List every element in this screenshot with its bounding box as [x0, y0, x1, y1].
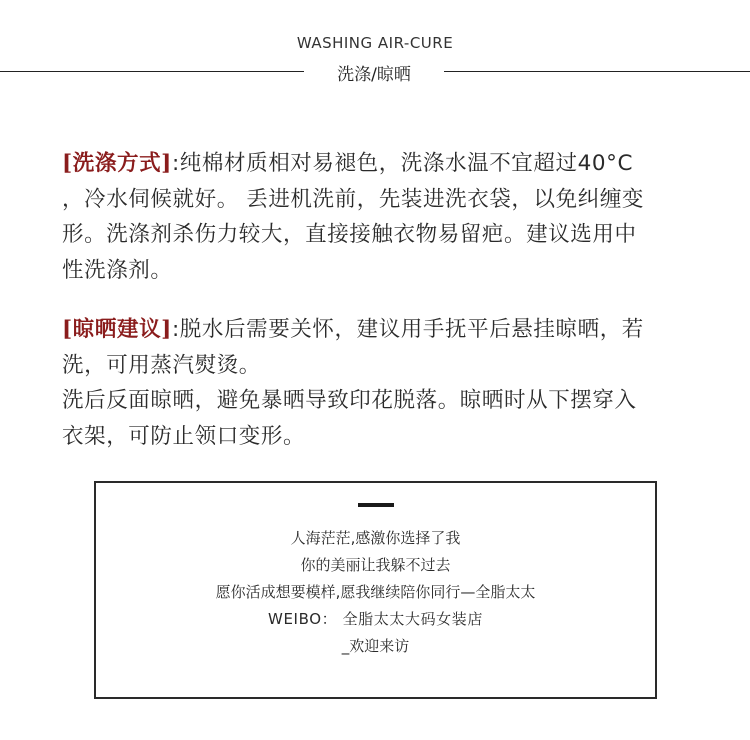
card-line-weibo: WEIBO： 全脂太太大码女装店: [268, 610, 483, 628]
card-line-5: _欢迎来访: [341, 637, 410, 655]
header-title-en: WASHING AIR-CURE: [296, 34, 454, 52]
header-title-cn: 洗涤/晾晒: [337, 65, 411, 85]
drying-label: [晾晒建议]: [62, 317, 172, 342]
card-lines: [96, 525, 655, 660]
drying-line-4: 衣架，可防止领口变形。: [62, 423, 306, 449]
message-card: [94, 481, 657, 699]
header-row: [0, 58, 750, 86]
drying-text-1: :脱水后需要关怀，建议用手抚平后悬挂晾晒，若: [171, 317, 644, 342]
washing-label: [洗涤方式]: [62, 151, 172, 176]
drying-line-3: 洗后反面晾晒，避免暴晒导致印花脱落。晾晒时从下摆穿入: [62, 388, 637, 413]
drying-line-1: [62, 312, 702, 348]
card-line-1: 人海茫茫,感激你选择了我: [290, 529, 461, 547]
card-line-3: 愿你活成想要模样,愿我继续陪你同行—全脂太太: [215, 583, 536, 601]
header-divider-left: [0, 71, 304, 72]
washing-line-1: [62, 146, 702, 182]
drying-paragraph: [62, 312, 702, 454]
washing-line-2: ，冷水伺候就好。 丢进机洗前，先装进洗衣袋，以免纠缠变: [62, 186, 645, 212]
washing-line-4: 性洗涤剂。: [62, 257, 173, 283]
header-divider-right: [444, 71, 750, 72]
washing-paragraph: [62, 146, 702, 288]
washing-text-1: :纯棉材质相对易褪色，洗涤水温不宜超过40°C: [171, 151, 634, 176]
card-top-bar: [358, 503, 394, 507]
card-line-2: 你的美丽让我躲不过去: [300, 556, 451, 574]
washing-line-3: 形。洗涤剂杀伤力较大，直接接触衣物易留疤。建议选用中: [62, 222, 637, 247]
drying-line-2: 洗，可用蒸汽熨烫。: [62, 352, 261, 378]
